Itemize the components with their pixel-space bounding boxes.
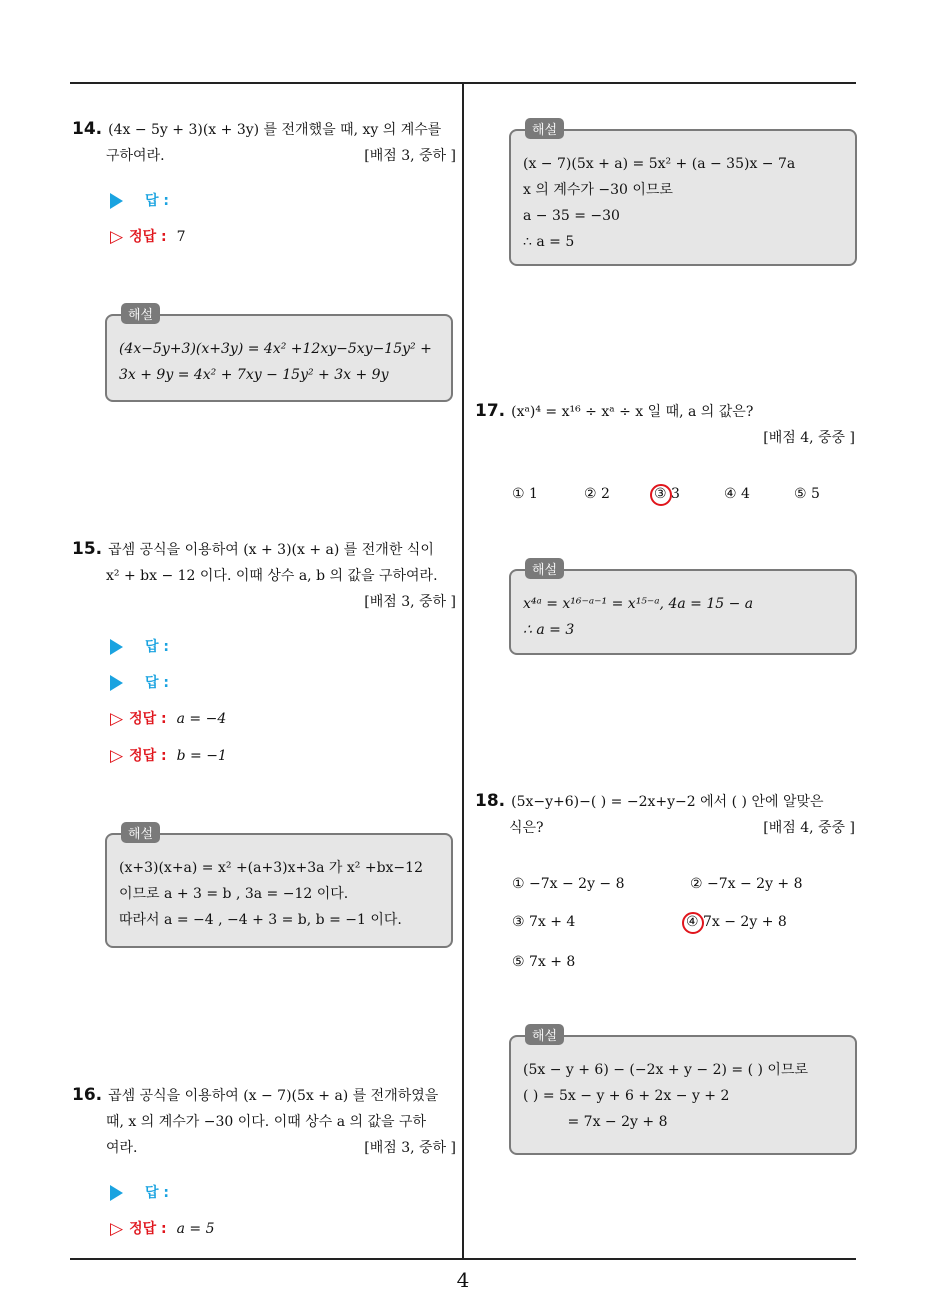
outline-triangle-icon: ▷ [110,709,124,729]
points-label: [배점 4, 중중 ] [763,820,855,836]
explanation-tag: 해설 [525,118,564,139]
explanation-line: x 의 계수가 −30 이므로 [523,182,673,198]
question-17 [475,398,855,451]
explanation-line: ∴ a = 3 [523,622,575,638]
explanation-line: = 7x − 2y + 8 [523,1114,668,1130]
choice-3[interactable]: ③ 3 [654,486,680,502]
explanation-tag: 해설 [121,303,160,324]
answer-label: 답 : [145,639,169,655]
points-label: [배점 4, 중중 ] [763,430,855,446]
points-label: [배점 3, 중하 ] [364,1140,456,1156]
question-text: (5x−y+6)−( ) = −2x+y−2 에서 ( ) 안에 알맞은 [511,794,824,810]
correct-answer-row [110,1218,215,1240]
correct-answer-row [110,708,226,730]
explanation-line: (4x−5y+3)(x+3y) = 4x² +12xy−5xy−15y² + [119,341,432,357]
correct-label: 정답 : [129,711,167,727]
explanation-box [105,308,453,402]
explanation-body [119,336,441,388]
question-text-cont: x² + bx − 12 이다. 이때 상수 a, b 의 값을 구하여라. [106,568,438,584]
question-number: 16. [72,1085,103,1105]
correct-label: 정답 : [129,748,167,764]
answer-label: 답 : [145,675,169,691]
answer-label: 답 : [145,1185,169,1201]
question-number: 14. [72,119,103,139]
question-number: 15. [72,539,103,559]
explanation-tag: 해설 [525,558,564,579]
question-text-cont: 구하여라. [106,148,165,164]
choice-4[interactable]: ④ 4 [724,486,750,502]
question-number: 17. [475,401,506,421]
outline-triangle-icon: ▷ [110,746,124,766]
choice-1[interactable]: ① 1 [512,486,538,502]
answer-row [110,190,169,212]
column-divider [462,84,464,1259]
explanation-tag: 해설 [121,822,160,843]
correct-value: b = −1 [176,748,227,764]
explanation-body [523,591,845,643]
question-14 [72,116,456,169]
outline-triangle-icon: ▷ [110,227,124,247]
explanation-line: 따라서 a = −4 , −4 + 3 = b, b = −1 이다. [119,912,402,928]
choices-18 [512,876,852,976]
question-text: (xᵃ)⁴ = x¹⁶ ÷ xᵃ ÷ x 일 때, a 의 값은? [511,404,754,420]
correct-value: a = 5 [176,1221,215,1237]
explanation-body [119,855,441,933]
choices-17 [512,486,852,510]
choice-4[interactable]: ④ 7x − 2y + 8 [686,914,787,930]
correct-value: 7 [176,229,186,245]
question-text-cont: 여라. [106,1140,138,1156]
explanation-line: a − 35 = −30 [523,208,620,224]
play-icon [110,639,123,655]
explanation-box [509,563,857,655]
explanation-line: (x+3)(x+a) = x² +(a+3)x+3a 가 x² +bx−12 [119,860,423,876]
correct-value: a = −4 [176,711,227,727]
correct-answer-row [110,226,186,248]
question-text-cont: 식은? [509,820,544,836]
bottom-rule [70,1258,856,1260]
selected-answer-circle [682,912,704,934]
question-number: 18. [475,791,506,811]
choice-2[interactable]: ② 2 [584,486,610,502]
question-text-cont: 때, x 의 계수가 −30 이다. 이때 상수 a 의 값을 구하 [106,1114,427,1130]
explanation-line: ∴ a = 5 [523,234,575,250]
points-label: [배점 3, 중하 ] [364,148,456,164]
explanation-line: 이므로 a + 3 = b , 3a = −12 이다. [119,886,349,902]
answer-row [110,672,169,694]
outline-triangle-icon: ▷ [110,1219,124,1239]
correct-label: 정답 : [129,1221,167,1237]
explanation-line: x⁴ᵃ = x¹⁶⁻ᵃ⁻¹ = x¹⁵⁻ᵃ, 4a = 15 − a [523,596,754,612]
question-text: 곱셈 공식을 이용하여 (x − 7)(5x + a) 를 전개하였을 [108,1088,439,1104]
explanation-body [523,1057,845,1135]
correct-answer-row [110,745,227,767]
choice-2[interactable]: ② −7x − 2y + 8 [690,876,803,892]
answer-row [110,1182,169,1204]
explanation-box [509,1029,857,1155]
selected-answer-circle [650,484,672,506]
choice-5[interactable]: ⑤ 5 [794,486,820,502]
correct-label: 정답 : [129,229,167,245]
question-text: 곱셈 공식을 이용하여 (x + 3)(x + a) 를 전개한 식이 [108,542,434,558]
play-icon [110,1185,123,1201]
points-label: [배점 3, 중하 ] [364,594,456,610]
question-18 [475,788,855,841]
explanation-box [105,827,453,948]
explanation-body [523,151,845,255]
choice-3[interactable]: ③ 7x + 4 [512,914,576,930]
question-text: (4x − 5y + 3)(x + 3y) 를 전개했을 때, xy 의 계수를 [108,122,442,138]
explanation-box [509,123,857,266]
explanation-line: (5x − y + 6) − (−2x + y − 2) = ( ) 이므로 [523,1062,808,1078]
answer-row [110,636,169,658]
choice-1[interactable]: ① −7x − 2y − 8 [512,876,625,892]
choice-5[interactable]: ⑤ 7x + 8 [512,954,576,970]
explanation-tag: 해설 [525,1024,564,1045]
explanation-line: ( ) = 5x − y + 6 + 2x − y + 2 [523,1088,730,1104]
explanation-line: (x − 7)(5x + a) = 5x² + (a − 35)x − 7a [523,156,796,172]
answer-label: 답 : [145,193,169,209]
play-icon [110,193,123,209]
explanation-line: 3x + 9y = 4x² + 7xy − 15y² + 3x + 9y [119,367,389,383]
question-15 [72,536,456,615]
play-icon [110,675,123,691]
question-16 [72,1082,456,1161]
page-number: 4 [456,1268,470,1292]
